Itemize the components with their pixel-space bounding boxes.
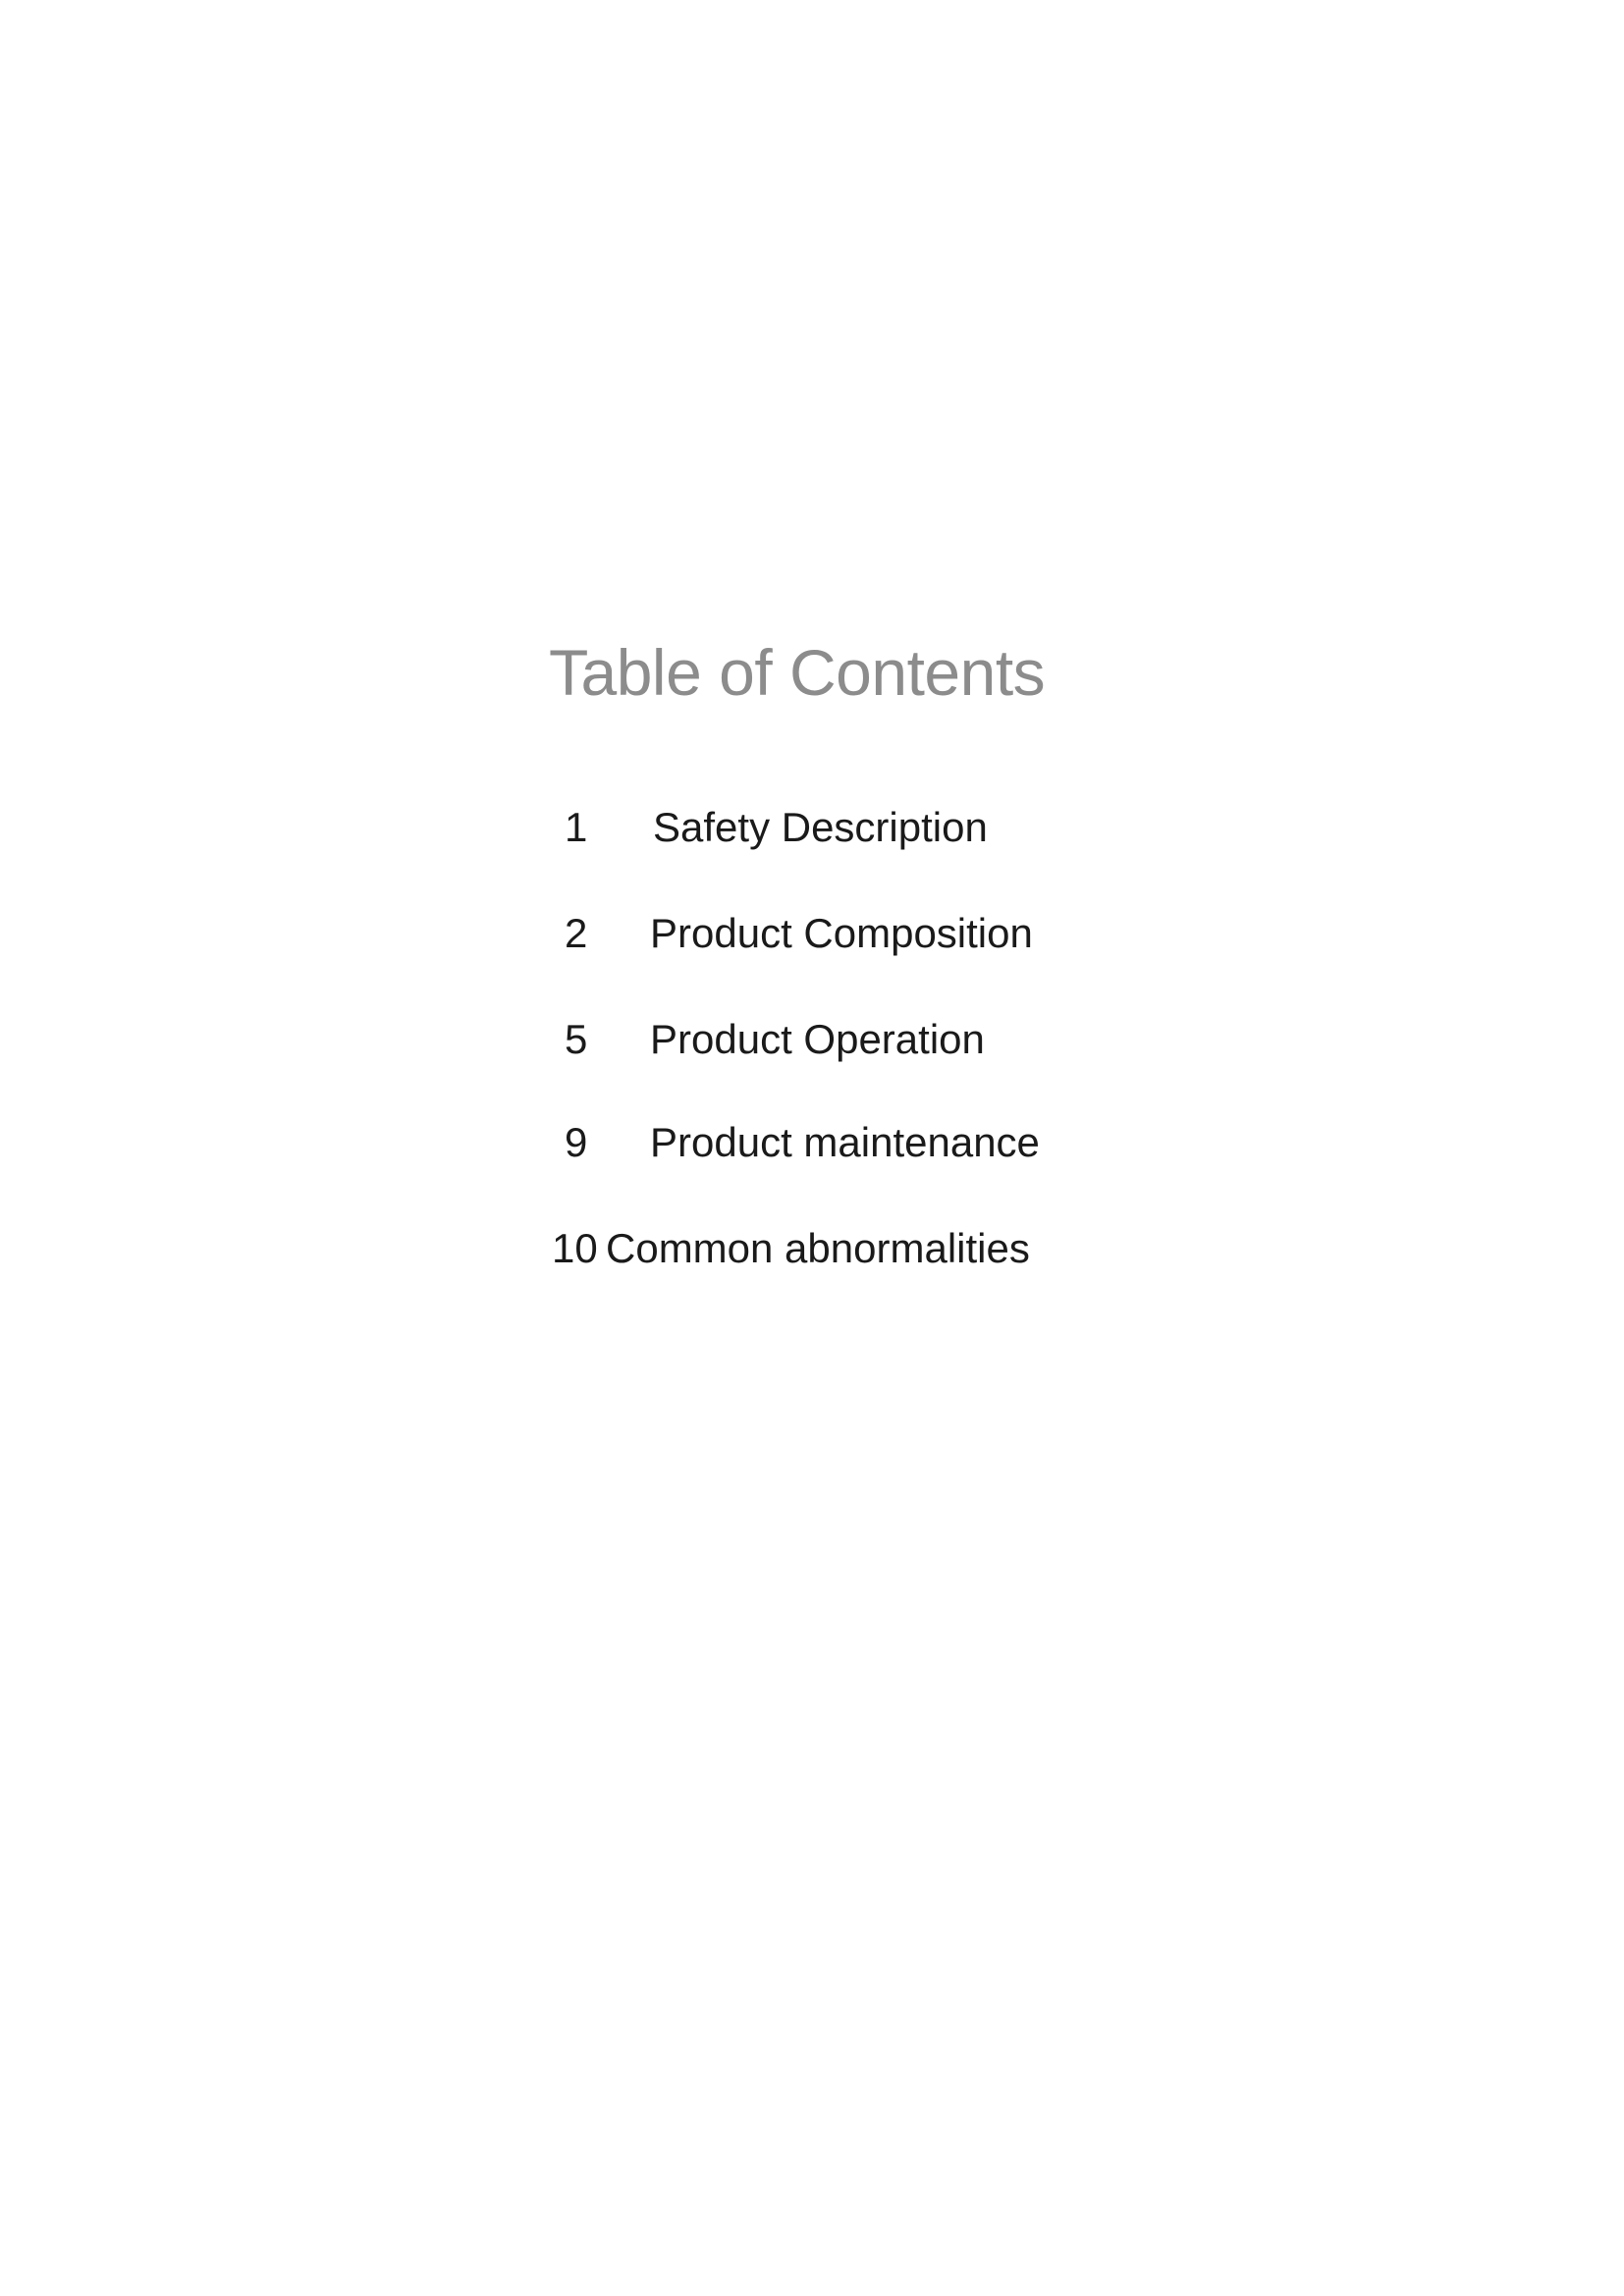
toc-entry-number: 10 [552,1225,598,1271]
toc-entry-label: Product Operation [650,1016,985,1062]
toc-entry-number: 2 [565,910,588,956]
toc-entry-number: 1 [565,804,588,850]
toc-title: Table of Contents [549,636,1046,709]
toc-entry-label: Product maintenance [650,1119,1040,1165]
toc-entry-label: Product Composition [650,910,1033,956]
toc-entry-number: 5 [565,1016,588,1062]
toc-entry-label: Common abnormalities [606,1225,1030,1271]
toc-entry-label: Safety Description [653,804,988,850]
toc-entry-number: 9 [565,1119,588,1165]
